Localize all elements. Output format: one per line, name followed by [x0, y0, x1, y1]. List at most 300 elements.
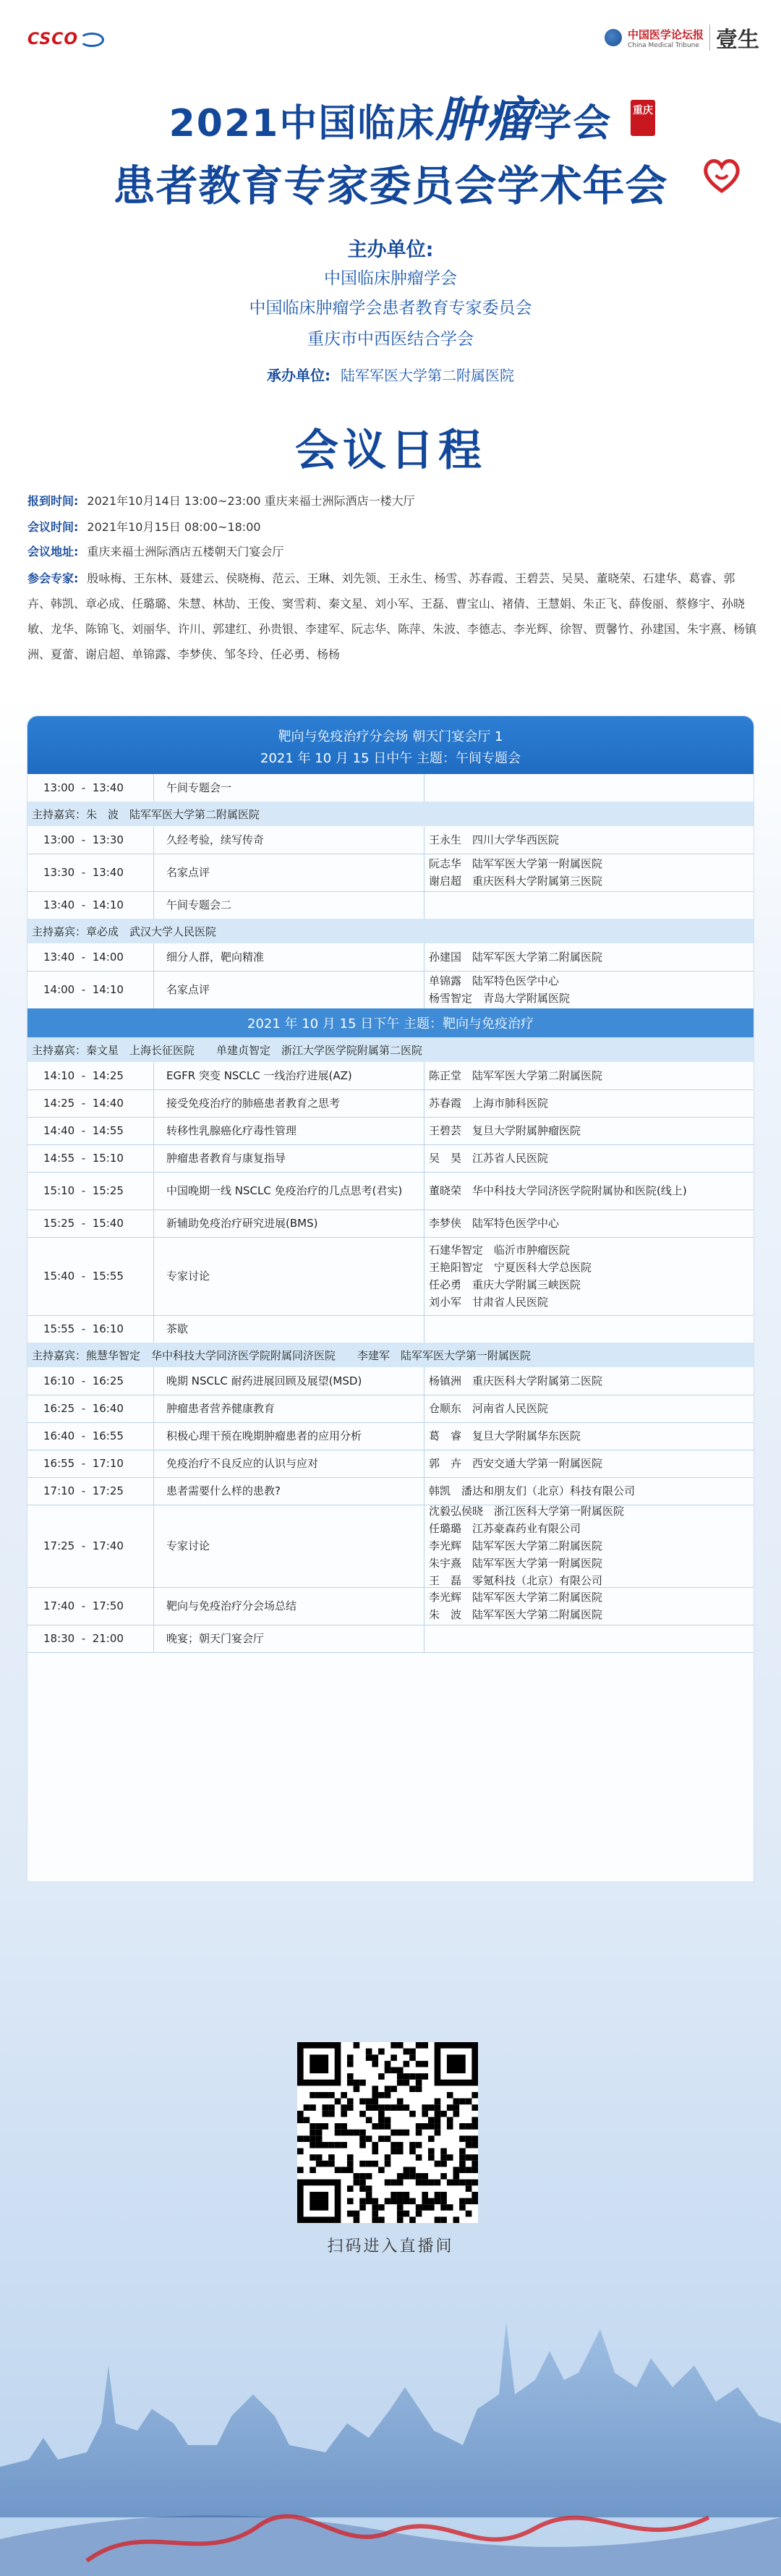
chongqing-seal: 重庆 [631, 100, 655, 136]
qr-module [378, 2049, 385, 2055]
qr-module [347, 2185, 354, 2192]
qr-module [404, 2173, 410, 2180]
qr-module [471, 2192, 478, 2198]
qr-module [372, 2216, 378, 2223]
column-divider [153, 1625, 154, 1652]
qr-module [435, 2198, 441, 2205]
qr-module [385, 2061, 391, 2067]
qr-module [416, 2061, 422, 2067]
qr-module [397, 2042, 404, 2049]
qr-module [385, 2154, 391, 2161]
qr-module [428, 2154, 435, 2161]
qr-module [428, 2180, 435, 2186]
qr-module [366, 2099, 372, 2105]
qr-module [422, 2198, 428, 2205]
speaker: 王 磊 零氪科技（北京）有限公司 [429, 1574, 603, 1587]
qr-module [459, 2167, 466, 2173]
qr-module [316, 2142, 323, 2148]
qr-module [347, 2198, 354, 2205]
column-divider [153, 1422, 154, 1450]
qr-module [310, 2123, 316, 2130]
qr-module [347, 2080, 354, 2086]
schedule-row [27, 854, 754, 892]
row-time: 15:10 - 15:25 [43, 1184, 124, 1197]
qr-module [390, 2142, 397, 2148]
qr-module [385, 2161, 391, 2167]
qr-module [297, 2148, 304, 2155]
qr-module [385, 2135, 391, 2142]
cmt-name-en: China Medical Tribune [627, 41, 699, 49]
qr-module [459, 2099, 466, 2105]
row-topic: 靶向与免疫治疗分会场总结 [166, 1599, 297, 1612]
qr-module [459, 2135, 466, 2142]
qr-module [390, 2148, 397, 2155]
qr-module [316, 2092, 323, 2099]
qr-module [335, 2130, 341, 2136]
qr-module [347, 2099, 354, 2105]
qr-module [435, 2161, 441, 2167]
qr-module [471, 2180, 478, 2186]
qr-module [447, 2154, 453, 2161]
schedule-row [27, 1505, 754, 1588]
qr-module [422, 2180, 428, 2186]
column-divider [153, 1450, 154, 1477]
row-speakers [429, 891, 754, 919]
qr-module [316, 2161, 323, 2167]
row-time: 13:40 - 14:10 [43, 898, 124, 911]
speaker: 朱宇熹 陆军军医大学第一附属医院 [429, 1557, 603, 1570]
row-time: 16:10 - 16:25 [43, 1374, 124, 1387]
qr-module [390, 2198, 397, 2205]
qr-module [297, 2167, 304, 2173]
qr-module [416, 2142, 422, 2148]
main-title-line2: 患者教育专家委员会学术年会 [113, 161, 668, 211]
qr-module [378, 2092, 385, 2099]
row-speakers [429, 971, 754, 1008]
row-speakers [429, 1505, 754, 1587]
qr-module [466, 2135, 472, 2142]
speaker: 仓顺东 河南省人民医院 [429, 1402, 549, 1415]
qr-module [310, 2135, 316, 2142]
qr-module [409, 2073, 416, 2080]
qr-module [404, 2104, 410, 2111]
column-divider [153, 1395, 154, 1422]
qr-module [447, 2054, 466, 2073]
row-speakers [429, 826, 754, 854]
qr-module [347, 2104, 354, 2111]
qr-module [440, 2173, 447, 2180]
row-topic: 晚宴；朝天门宴会厅 [166, 1632, 265, 1645]
schedule-row [27, 1315, 754, 1343]
qr-module [341, 2092, 347, 2099]
column-divider [153, 1089, 154, 1117]
qr-module [372, 2086, 378, 2092]
brush-text: 肿瘤 [435, 91, 534, 148]
qr-module [397, 2142, 404, 2148]
row-topic: 晚期 NSCLC 耐药进展回顾及展望(MSD) [166, 1374, 362, 1387]
schedule-row [27, 943, 754, 972]
qr-module [428, 2148, 435, 2155]
qr-module [422, 2173, 428, 2180]
qr-module [378, 2135, 385, 2142]
qr-module [397, 2211, 404, 2217]
qr-code[interactable] [297, 2042, 478, 2223]
schedule-row [27, 1625, 754, 1653]
qr-module [310, 2167, 316, 2173]
qr-module [397, 2192, 404, 2198]
qr-module [416, 2211, 422, 2217]
qr-module [354, 2211, 360, 2217]
qr-module [372, 2061, 378, 2067]
column-divider [153, 1117, 154, 1144]
qr-module [366, 2173, 372, 2180]
qr-module [304, 2104, 310, 2111]
qr-module [471, 2135, 478, 2142]
qr-module [354, 2173, 360, 2180]
qr-module [459, 2180, 466, 2186]
schedule-row [27, 1450, 754, 1478]
qr-module [422, 2204, 428, 2211]
speaker: 李光辉 陆军军医大学第二附属医院 [429, 1539, 603, 1552]
qr-module [359, 2080, 366, 2086]
qr-module [428, 2104, 435, 2111]
city-skyline-illustration [0, 2279, 781, 2576]
row-speakers [429, 774, 754, 802]
column-divider [153, 1587, 154, 1625]
schedule-row [27, 1144, 754, 1173]
schedule-table [27, 716, 754, 1882]
qr-module [404, 2192, 410, 2198]
qr-module [341, 2167, 347, 2173]
qr-module [453, 2173, 460, 2180]
qr-module [435, 2104, 441, 2111]
qr-module [397, 2073, 404, 2080]
schedule-row [27, 1117, 754, 1145]
qr-module [466, 2154, 472, 2161]
qr-module [385, 2117, 391, 2123]
qr-module [435, 2192, 441, 2198]
qr-module [347, 2161, 354, 2167]
qr-module [390, 2086, 397, 2092]
schedule-row [27, 774, 754, 802]
schedule-row [27, 1395, 754, 1423]
column-divider [153, 1172, 154, 1210]
qr-module [453, 2111, 460, 2117]
qr-module [390, 2067, 397, 2073]
schedule-row [27, 1477, 754, 1505]
qr-module [378, 2204, 385, 2211]
qr-module [366, 2104, 372, 2111]
qr-module [422, 2042, 428, 2049]
qr-module [428, 2117, 435, 2123]
column-divider [153, 1210, 154, 1237]
row-speakers [429, 1062, 754, 1089]
qr-module [428, 2198, 435, 2205]
speaker: 董晓荣 华中科技大学同济医学院附属协和医院(线上) [429, 1184, 687, 1197]
qr-module [397, 2067, 404, 2073]
column-divider [153, 1144, 154, 1172]
schedule-row [27, 1367, 754, 1395]
qr-module [310, 2054, 328, 2073]
main-title-line1: 2021中国临床肿瘤学会 [168, 91, 613, 148]
schedule-row [27, 1422, 754, 1450]
qr-module [366, 2198, 372, 2205]
qr-module [440, 2216, 447, 2223]
qr-module [404, 2130, 410, 2136]
speaker: 杨镇洲 重庆医科大学附属第二医院 [429, 1374, 603, 1387]
column-divider [153, 1367, 154, 1395]
qr-module [310, 2154, 316, 2161]
row-topic: 接受免疫治疗的肺癌患者教育之思考 [166, 1097, 341, 1110]
row-speakers [429, 1625, 754, 1652]
qr-module [409, 2148, 416, 2155]
qr-module [378, 2216, 385, 2223]
qr-module [435, 2123, 441, 2130]
qr-module [422, 2073, 428, 2080]
qr-module [385, 2104, 391, 2111]
row-speakers [429, 1422, 754, 1450]
row-topic: 名家点评 [166, 866, 210, 879]
qr-module [347, 2061, 354, 2067]
qr-module [359, 2173, 366, 2180]
speaker: 石建华智定 临沂市肿瘤医院 [429, 1244, 571, 1257]
qr-module [466, 2123, 472, 2130]
qr-module [471, 2161, 478, 2167]
row-time: 14:40 - 14:55 [43, 1124, 124, 1137]
qr-module [316, 2123, 323, 2130]
row-topic: 新辅助免疫治疗研究进展(BMS) [166, 1217, 318, 1230]
qr-module [359, 2111, 366, 2117]
row-topic: 细分人群，靶向精准 [166, 951, 265, 964]
qr-module [359, 2204, 366, 2211]
qr-module [385, 2198, 391, 2205]
qr-module [378, 2104, 385, 2111]
speaker: 朱 波 陆军军医大学第二附属医院 [429, 1608, 603, 1621]
qr-module [322, 2111, 328, 2117]
row-time: 16:55 - 17:10 [43, 1457, 124, 1470]
qr-module [297, 2117, 304, 2123]
speaker: 郭 卉 西安交通大学第一附属医院 [429, 1457, 603, 1470]
qr-module [466, 2099, 472, 2105]
cmt-logo [605, 22, 759, 54]
qr-module [341, 2142, 347, 2148]
qr-module [404, 2073, 410, 2080]
qr-module [354, 2086, 360, 2092]
qr-module [310, 2104, 316, 2111]
row-speakers [429, 1395, 754, 1422]
qr-module [435, 2180, 441, 2186]
column-divider [153, 1062, 154, 1089]
qr-module [447, 2204, 453, 2211]
row-topic: 茶歇 [166, 1322, 189, 1335]
cmt-name-cn: 中国医学论坛报 [627, 27, 704, 41]
qr-module [397, 2198, 404, 2205]
schedule-row [27, 1210, 754, 1238]
qr-module [390, 2104, 397, 2111]
column-divider [153, 854, 154, 891]
qr-module [440, 2192, 447, 2198]
row-speakers [429, 1587, 754, 1625]
qr-module [397, 2080, 404, 2086]
qr-module [310, 2130, 316, 2136]
qr-module [359, 2142, 366, 2148]
qr-module [372, 2104, 378, 2111]
qr-module [453, 2099, 460, 2105]
qr-module [328, 2111, 335, 2117]
row-time: 13:30 - 13:40 [43, 866, 124, 879]
qr-module [390, 2130, 397, 2136]
row-time: 14:00 - 14:10 [43, 983, 124, 996]
qr-module [372, 2161, 378, 2167]
row-time: 16:40 - 16:55 [43, 1429, 124, 1442]
qr-module [459, 2198, 466, 2205]
row-topic: 中国晚期一线 NSCLC 免疫治疗的几点思考(君实) [166, 1184, 403, 1197]
row-speakers [429, 1210, 754, 1237]
qr-module [385, 2086, 391, 2092]
row-topic: EGFR 突变 NSCLC 一线治疗进展(AZ) [166, 1069, 352, 1082]
qr-module [328, 2092, 335, 2099]
qr-module [453, 2167, 460, 2173]
qr-module [354, 2042, 360, 2049]
row-topic: 免疫治疗不良反应的认识与应对 [166, 1457, 319, 1470]
schedule-row [27, 1237, 754, 1316]
schedule-header: 靶向与免疫治疗分会场 朝天门宴会厅 1 2021 年 10 月 15 日中午 主题：午间专题会 [27, 716, 754, 774]
qr-module [416, 2042, 422, 2049]
speaker: 任璐璐 江苏豪森药业有限公司 [429, 1522, 581, 1535]
qr-module [378, 2117, 385, 2123]
speaker: 单锦露 陆军特色医学中心 [429, 974, 560, 987]
speaker: 王碧芸 复旦大学附属肿瘤医院 [429, 1124, 581, 1137]
qr-module [435, 2130, 441, 2136]
qr-module [404, 2211, 410, 2217]
row-speakers [429, 1237, 754, 1315]
qr-module [409, 2198, 416, 2205]
qr-module [409, 2173, 416, 2180]
qr-module [397, 2104, 404, 2111]
row-speakers [429, 943, 754, 971]
qr-module [435, 2099, 441, 2105]
qr-module [322, 2092, 328, 2099]
qr-module [435, 2216, 441, 2223]
qr-module [372, 2099, 378, 2105]
qr-module [416, 2080, 422, 2086]
qr-module [378, 2111, 385, 2117]
row-speakers [429, 1089, 754, 1117]
qr-module [366, 2161, 372, 2167]
globe-icon [605, 29, 622, 46]
column-divider [153, 971, 154, 1008]
column-divider [153, 826, 154, 854]
speaker: 李梦侠 陆军特色医学中心 [429, 1217, 560, 1230]
qr-module [372, 2198, 378, 2205]
qr-module [359, 2130, 366, 2136]
column-divider [153, 943, 154, 971]
speaker: 王艳阳智定 宁夏医科大学总医院 [429, 1261, 592, 1274]
qr-module [416, 2180, 422, 2186]
qr-module [447, 2180, 453, 2186]
schedule-row [27, 1089, 754, 1118]
qr-module [404, 2080, 410, 2086]
qr-module [440, 2161, 447, 2167]
qr-module [404, 2061, 410, 2067]
qr-module [440, 2154, 447, 2161]
row-topic: 肿瘤患者教育与康复指导 [166, 1152, 286, 1165]
qr-module [416, 2123, 422, 2130]
qr-module [409, 2111, 416, 2117]
qr-module [335, 2099, 341, 2105]
row-speakers [429, 1477, 754, 1505]
row-time: 18:30 - 21:00 [43, 1632, 124, 1645]
qr-module [416, 2086, 422, 2092]
qr-module [416, 2204, 422, 2211]
qr-module [422, 2192, 428, 2198]
row-time: 14:55 - 15:10 [43, 1152, 124, 1165]
qr-module [322, 2142, 328, 2148]
qr-module [466, 2180, 472, 2186]
qr-module [347, 2073, 354, 2080]
qr-module [322, 2104, 328, 2111]
csco-logo: CSCO [27, 30, 104, 48]
qr-module [471, 2092, 478, 2099]
qr-module [416, 2173, 422, 2180]
column-divider [153, 891, 154, 919]
qr-module [397, 2173, 404, 2180]
qr-module [397, 2148, 404, 2155]
qr-module [310, 2142, 316, 2148]
qr-module [347, 2054, 354, 2061]
qr-module [310, 2092, 316, 2099]
speaker: 杨雪智定 青岛大学附属医院 [429, 992, 571, 1005]
row-topic: 久经考验，续写传奇 [166, 833, 265, 846]
qr-module [366, 2192, 372, 2198]
row-speakers [429, 1450, 754, 1477]
qr-module [404, 2049, 410, 2055]
qr-module [304, 2117, 310, 2123]
logo-divider [709, 25, 710, 51]
qr-module [422, 2104, 428, 2111]
qr-module [397, 2099, 404, 2105]
qr-module [435, 2117, 441, 2123]
qr-module [347, 2130, 354, 2136]
qr-module [366, 2117, 372, 2123]
qr-module [372, 2148, 378, 2155]
qr-module [390, 2054, 397, 2061]
column-divider [153, 1477, 154, 1505]
qr-module [440, 2148, 447, 2155]
qr-module [354, 2130, 360, 2136]
qr-module [372, 2054, 378, 2061]
row-topic: 转移性乳腺癌化疗毒性管理 [166, 1124, 297, 1137]
qr-module [335, 2167, 341, 2173]
qr-module [466, 2198, 472, 2205]
speaker: 苏春霞 上海市肺科医院 [429, 1097, 549, 1110]
qr-module [385, 2092, 391, 2099]
speaker: 李光辉 陆军军医大学第二附属医院 [429, 1591, 603, 1604]
qr-module [316, 2135, 323, 2142]
host-band: 主持嘉宾：秦文星 上海长征医院 单建贞智定 浙江大学医学院附属第二医院 [27, 1037, 754, 1062]
qr-module [471, 2167, 478, 2173]
row-topic: 专家讨论 [166, 1539, 210, 1552]
qr-module [409, 2054, 416, 2061]
qr-module [422, 2123, 428, 2130]
qr-module [341, 2111, 347, 2117]
schedule-row [27, 971, 754, 1009]
column-divider [153, 1237, 154, 1315]
qr-module [404, 2167, 410, 2173]
brand-yisheng: 壹生 [716, 27, 759, 53]
qr-module [471, 2154, 478, 2161]
qr-module [447, 2117, 453, 2123]
